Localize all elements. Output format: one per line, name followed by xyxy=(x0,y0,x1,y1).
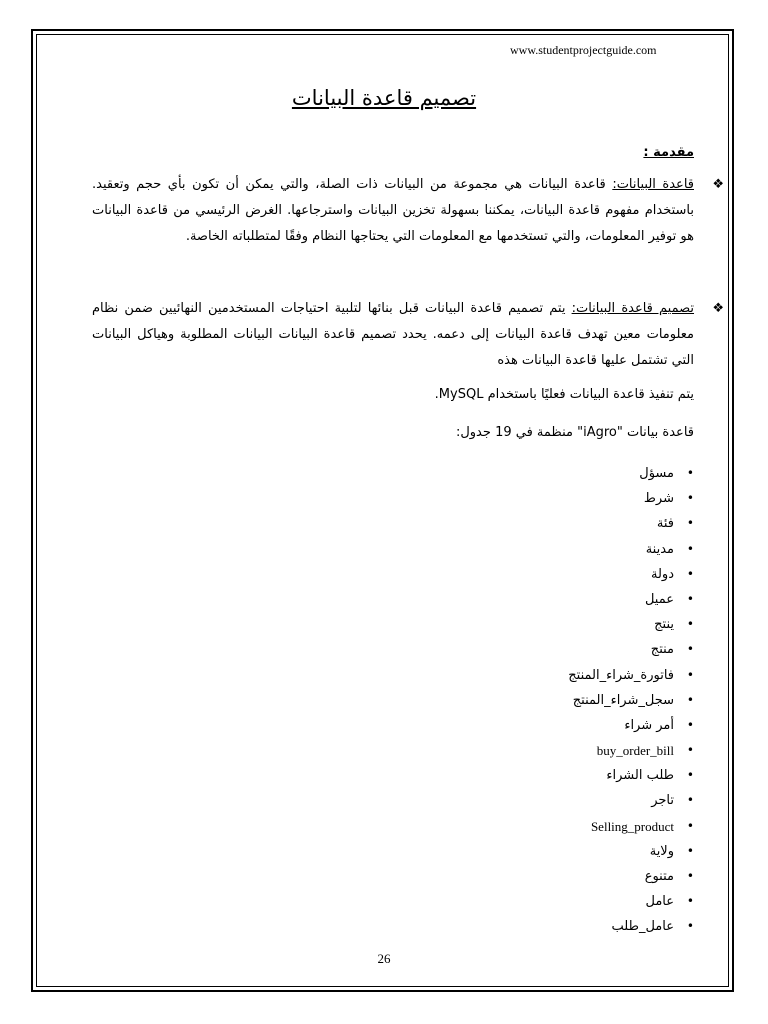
table-name: ينتج xyxy=(654,617,674,633)
list-item xyxy=(568,461,694,486)
bullet-dot-icon: • xyxy=(686,566,694,581)
bullet-dot-icon: • xyxy=(686,466,694,480)
bullet-dot-icon: • xyxy=(686,591,694,606)
bullet-dot-icon: • xyxy=(686,743,694,758)
bullet-dot-icon: • xyxy=(686,642,694,657)
table-name: عامل xyxy=(645,894,674,910)
list-item xyxy=(568,587,694,612)
list-item xyxy=(568,914,694,939)
bullet-dot-icon: • xyxy=(686,491,694,506)
list-item xyxy=(568,864,694,889)
bullet-text: يتم تصميم قاعدة البيانات قبل بنائها لتلبية احتياجات المستخدمين النهائيين ضمن نظام معلومات معين تهدف قاعدة البيانات إلى دعمه. يحدد تصميم قاعدة البيانات البيانات المطلوبة وهياكل البيانات التي تشتمل عليها قاعدة البيانات هذه xyxy=(92,301,694,368)
bullet-database-definition xyxy=(92,172,724,250)
list-item xyxy=(568,511,694,536)
page-title: تصميم قاعدة البيانات xyxy=(291,86,477,110)
list-item xyxy=(568,612,694,637)
bullet-dot-icon: • xyxy=(686,617,694,632)
table-name: Selling_product xyxy=(590,818,674,834)
table-name: أمر شراء xyxy=(624,717,674,733)
table-name: متنوع xyxy=(644,869,674,884)
table-name: buy_order_bill xyxy=(596,743,674,759)
table-name: فئة xyxy=(656,516,674,532)
list-item xyxy=(568,486,694,511)
list-item xyxy=(568,839,694,864)
diamond-bullet-icon: ❖ xyxy=(712,301,724,316)
table-list xyxy=(568,461,694,940)
table-name: عميل xyxy=(644,591,674,607)
table-name: سجل_شراء_المنتج xyxy=(572,692,674,708)
bullet-dot-icon: • xyxy=(686,793,694,808)
table-name: تاجر xyxy=(651,793,674,809)
intro-heading: مقدمة : xyxy=(643,145,694,160)
bullet-text: قاعدة البيانات هي مجموعة من البيانات ذات الصلة، والتي يمكن أن تكون بأي حجم وتعقيد. باستخدام مفهوم قاعدة البيانات، يمكننا بسهولة تخزين البيانات واسترجاعها. الغرض الرئيسي من قاعدة البيانات هو توفير المعلومات، والتي تستخدمها مع المعلومات التي يحتاجها النظام وفقًا لمتطلباته الخاصة. xyxy=(92,177,694,244)
bullet-dot-icon: • xyxy=(686,692,694,707)
list-item xyxy=(568,688,694,713)
list-item xyxy=(568,788,694,813)
diamond-bullet-icon: ❖ xyxy=(712,177,724,192)
table-name: عامل_طلب xyxy=(611,919,674,935)
bullet-dot-icon: • xyxy=(686,717,694,732)
table-name: مدينة xyxy=(645,541,674,557)
list-item xyxy=(568,814,694,839)
page-number: 26 xyxy=(377,951,391,966)
bullet-dot-icon: • xyxy=(686,541,694,556)
list-item xyxy=(568,889,694,914)
bullet-term: قاعدة البيانات: xyxy=(612,177,694,192)
header-url: www.studentprojectguide.com xyxy=(510,43,657,57)
table-name: منتج xyxy=(650,642,674,658)
table-name: ولاية xyxy=(649,843,674,859)
mysql-paragraph: يتم تنفيذ قاعدة البيانات فعليًا باستخدام MySQL. xyxy=(434,387,694,402)
list-item xyxy=(568,663,694,688)
table-name: مسؤل xyxy=(639,466,674,481)
bullet-dot-icon: • xyxy=(686,516,694,531)
table-name: دولة xyxy=(651,566,674,582)
table-name: طلب الشراء xyxy=(606,768,674,784)
list-item xyxy=(568,637,694,662)
list-item xyxy=(568,562,694,587)
bullet-term: تصميم قاعدة البيانات: xyxy=(571,301,695,316)
list-item xyxy=(568,763,694,788)
bullet-dot-icon: • xyxy=(686,818,694,833)
bullet-dot-icon: • xyxy=(686,768,694,783)
bullet-dot-icon: • xyxy=(686,843,694,858)
bullet-dot-icon: • xyxy=(686,894,694,909)
bullet-dot-icon: • xyxy=(686,919,694,934)
bullet-database-design xyxy=(92,296,724,374)
list-item xyxy=(568,738,694,763)
list-item xyxy=(568,537,694,562)
table-name: فاتورة_شراء_المنتج xyxy=(568,667,674,683)
bullet-dot-icon: • xyxy=(686,667,694,682)
list-item xyxy=(568,713,694,738)
bullet-dot-icon: • xyxy=(686,869,694,883)
tables-intro-paragraph: قاعدة بيانات "iAgro" منظمة في 19 جدول: xyxy=(455,425,694,440)
table-name: شرط xyxy=(643,491,674,507)
